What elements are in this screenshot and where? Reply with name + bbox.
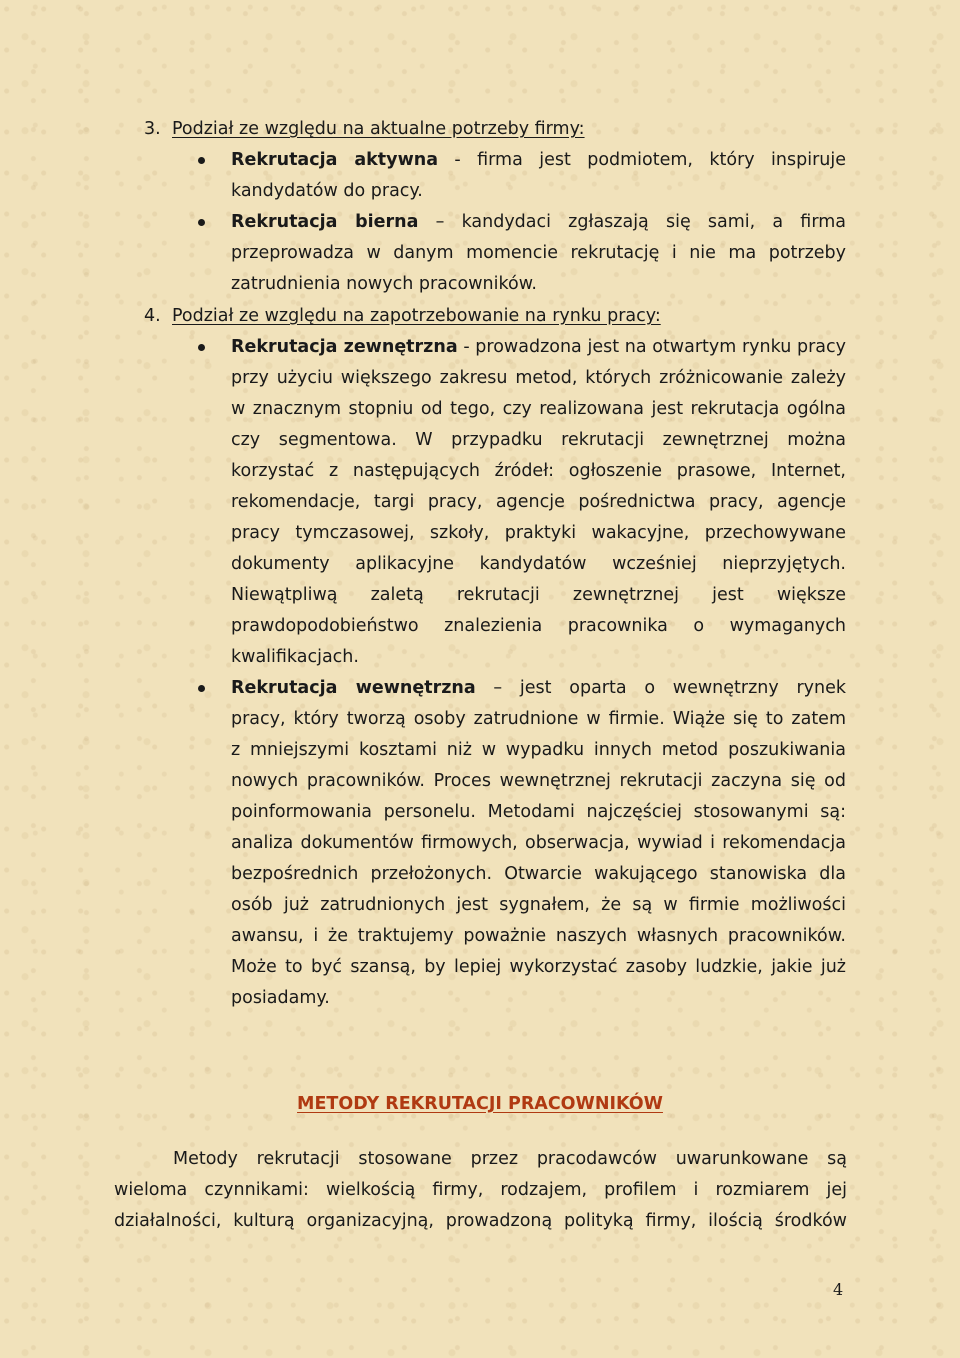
chapter-heading-text: METODY REKRUTACJI PRACOWNIKÓW: [297, 1094, 663, 1114]
list-item-line: poinformowania personelu. Metodami najczęściej stosowanymi są:: [231, 802, 846, 822]
list-item-line: osób już zatrudnionych jest sygnałem, że są w firmie możliwości: [231, 895, 846, 915]
section-heading: Podział ze względu na aktualne potrzeby firmy:: [172, 119, 585, 139]
list-item-line: korzystać z następujących źródeł: ogłoszenie prasowe, Internet,: [231, 461, 846, 481]
list-item-line: prawdopodobieństwo znalezienia pracownika o wymaganych: [231, 616, 846, 636]
list-item-line: [231, 149, 846, 171]
paragraph-line: działalności, kulturą organizacyjną, prowadzoną polityką firmy, ilością środków: [114, 1211, 847, 1231]
list-item-line: z mniejszymi kosztami niż w wypadku innych metod poszukiwania: [231, 740, 846, 760]
list-item-line: przeprowadza w danym momencie rekrutację i nie ma potrzeby: [231, 243, 846, 263]
bullet-icon: [198, 344, 205, 351]
page-number: 4: [833, 1280, 844, 1299]
list-item-line: czy segmentowa. W przypadku rekrutacji zewnętrznej można: [231, 430, 846, 450]
chapter-heading: [0, 1094, 960, 1114]
section-number: 3.: [144, 119, 161, 139]
list-item-line: posiadamy.: [231, 988, 330, 1008]
list-item-line: kwalifikacjach.: [231, 647, 359, 667]
item-term: Rekrutacja wewnętrzna: [231, 678, 476, 698]
bullet-icon: [198, 157, 205, 164]
list-item-line: w znacznym stopniu od tego, czy realizowana jest rekrutacja ogólna: [231, 399, 846, 419]
item-term: Rekrutacja aktywna: [231, 150, 439, 170]
list-item-line: rekomendacje, targi pracy, agencje pośrednictwa pracy, agencje: [231, 492, 846, 512]
item-text: – jest oparta o wewnętrzny rynek: [475, 678, 847, 698]
bullet-icon: [198, 685, 205, 692]
section-number: 4.: [144, 306, 161, 326]
paragraph-line: Metody rekrutacji stosowane przez pracodawców uwarunkowane są: [173, 1149, 847, 1169]
list-item-line: zatrudnienia nowych pracowników.: [231, 274, 537, 294]
item-term: Rekrutacja zewnętrzna: [231, 337, 458, 357]
list-item-line: [231, 677, 846, 699]
bullet-icon: [198, 219, 205, 226]
list-item-line: dokumenty aplikacyjne kandydatów wcześniej nieprzyjętych.: [231, 554, 846, 574]
list-item-line: Może to być szansą, by lepiej wykorzystać zasoby ludzkie, jakie już: [231, 957, 846, 977]
list-item-line: kandydatów do pracy.: [231, 181, 423, 201]
list-item-line: [231, 336, 846, 358]
section-heading: Podział ze względu na zapotrzebowanie na rynku pracy:: [172, 306, 661, 326]
list-item-line: pracy, który tworzą osoby zatrudnione w firmie. Wiąże się to zatem: [231, 709, 846, 729]
list-item-line: nowych pracowników. Proces wewnętrznej rekrutacji zaczyna się od: [231, 771, 846, 791]
item-text: – kandydaci zgłaszają się sami, a firma: [418, 212, 846, 232]
list-item-line: bezpośrednich przełożonych. Otwarcie wakującego stanowiska dla: [231, 864, 846, 884]
item-text: - prowadzona jest na otwartym rynku pracy: [457, 337, 846, 357]
list-item-line: [231, 211, 846, 233]
list-item-line: przy użyciu większego zakresu metod, których zróżnicowanie zależy: [231, 368, 846, 388]
item-text: - firma jest podmiotem, który inspiruje: [438, 150, 846, 170]
item-term: Rekrutacja bierna: [231, 212, 419, 232]
list-item-line: Niewątpliwą zaletą rekrutacji zewnętrznej jest większe: [231, 585, 846, 605]
list-item-line: pracy tymczasowej, szkoły, praktyki wakacyjne, przechowywane: [231, 523, 846, 543]
list-item-line: analiza dokumentów firmowych, obserwacja, wywiad i rekomendacja: [231, 833, 846, 853]
list-item-line: awansu, i że traktujemy poważnie naszych własnych pracowników.: [231, 926, 846, 946]
paragraph-line: wieloma czynnikami: wielkością firmy, rodzajem, profilem i rozmiarem jej: [114, 1180, 847, 1200]
